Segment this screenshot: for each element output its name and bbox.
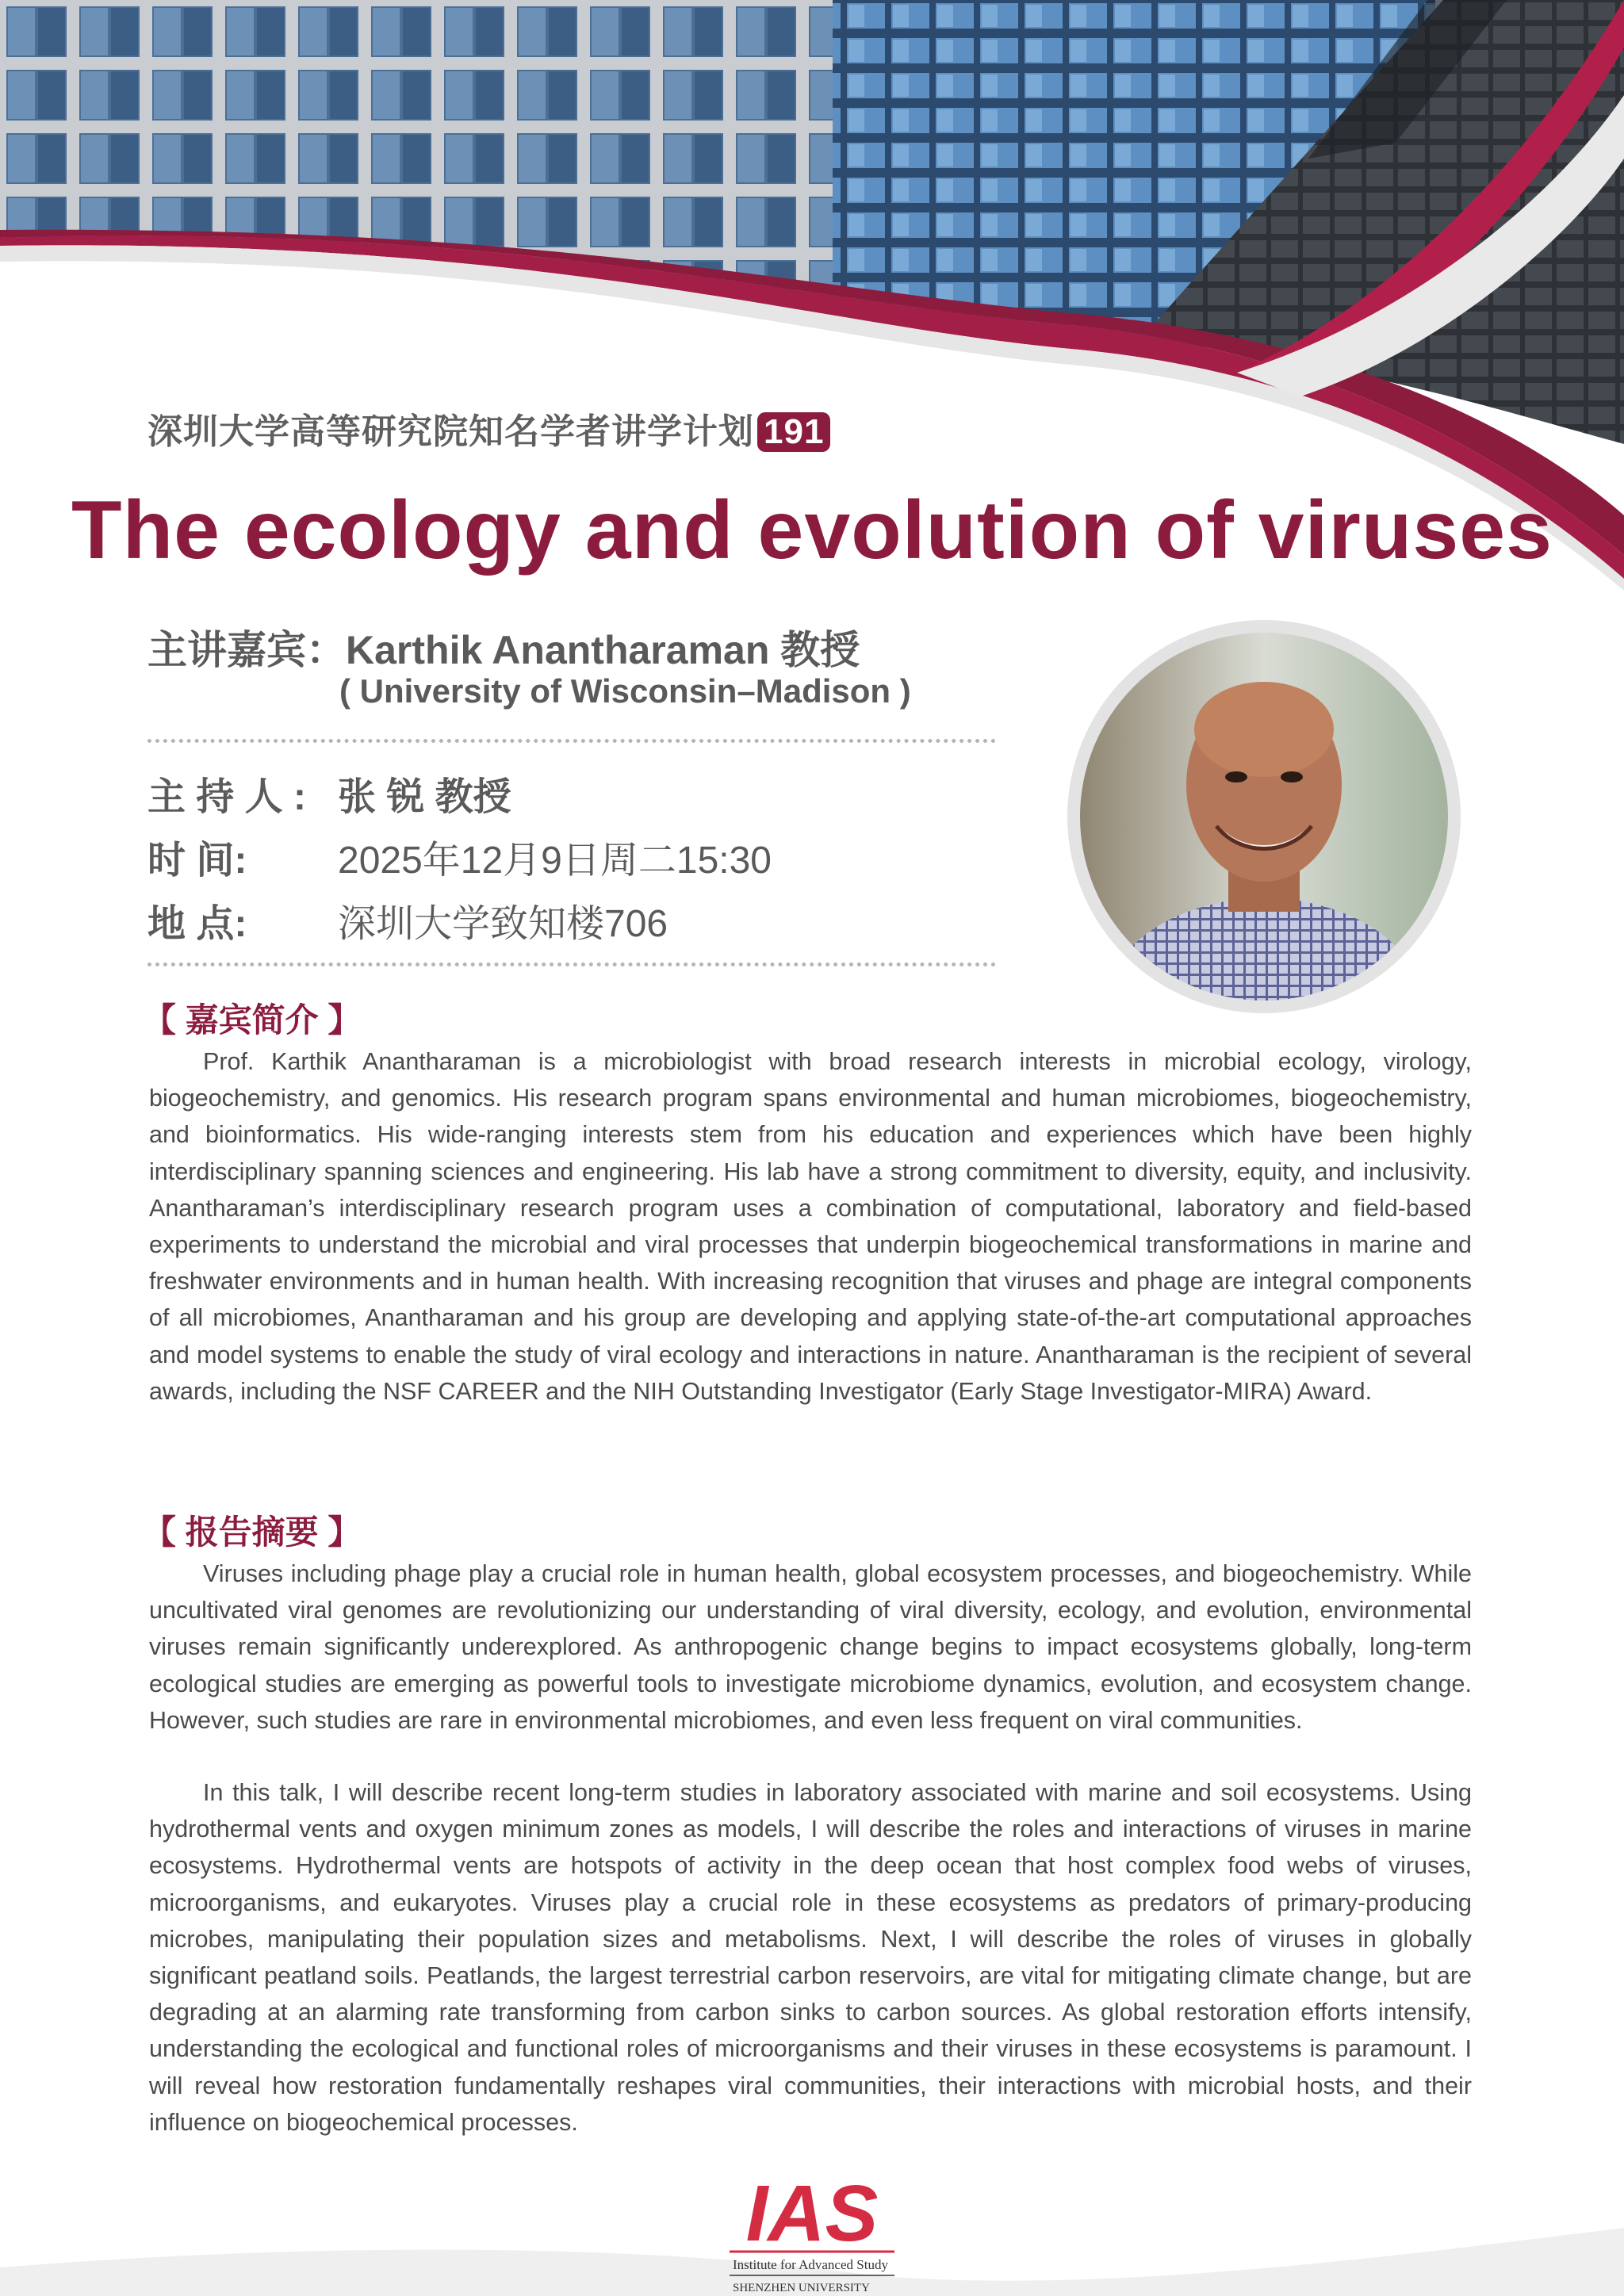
venue-value: 深圳大学致知楼706 <box>338 903 668 945</box>
time-row <box>147 829 772 884</box>
series-title-text: 深圳大学高等研究院知名学者讲学计划 <box>147 412 754 451</box>
venue-label: 地 点: <box>147 903 247 945</box>
bio-text: Prof. Karthik Anantharaman is a microbiologist with broad research interests in microbial ecology, virology, biogeochemistry, and genomics. His research program spans environmental and human microbiomes, biogeochemistry, and bioinformatics. His wide-ranging interests stem from his education and experiences which have been highly interdisciplinary spanning sciences and engineering. His lab have a strong commitment to diversity, equity, and inclusivity. Anantharaman’s interdisciplinary research program uses a combination of computational, laboratory and field-based experiments to understand the microbial and viral processes that underpin biogeochemical transformations in marine and freshwater environments and in human health. With increasing recognition that viruses and phage are integral components of all microbiomes, Anantharaman and his group are developing and applying state-of-the-art computational approaches and model systems to enable the study of viral ecology and interactions in nature. Anantharaman is the recipient of several awards, including the NSF CAREER and the NIH Outstanding Investigator (Early Stage Investigator-MIRA) Award. <box>149 1048 1472 1405</box>
speaker-label: 主讲嘉宾： <box>147 628 346 672</box>
divider-bottom <box>147 962 996 966</box>
venue-row <box>147 893 668 947</box>
series-number-badge: 191 <box>757 412 830 452</box>
speaker-portrait <box>1066 618 1462 1015</box>
lecture-series-title <box>147 403 830 453</box>
divider-top <box>147 739 996 743</box>
abstract-paragraph-2: In this talk, I will describe recent long-term studies in laboratory associated with marine and soil ecosystems. Using hydrothermal vents and oxygen minimum zones as models, I will describe the roles and interactions of viruses in marine ecosystems. Hydrothermal vents are hotspots of activity in the deep ocean that host complex food webs of viruses, microorganisms, and eukaryotes. Viruses play a crucial role in these ecosystems as predators of primary-producing microbes, manipulating their population sizes and metabolisms. Next, I will describe the roles of viruses in globally significant peatland soils. Peatlands, the largest terrestrial carbon reservoirs, are vital for mitigating climate change, but are degrading at an alarming rate transforming from carbon sinks to carbon sources. As global restoration efforts intensify, understanding the ecological and functional roles of microorganisms and their viruses in these ecosystems is paramount. I will reveal how restoration fundamentally reshapes viral communities, their interactions with microbial hosts, and their influence on biogeochemical processes. <box>149 1779 1472 2136</box>
speaker-affiliation: ( University of Wisconsin–Madison ) <box>339 672 911 710</box>
logo-line-2: SHENZHEN UNIVERSITY <box>733 2282 870 2294</box>
time-value: 2025年12月9日周二15:30 <box>338 840 772 882</box>
time-label: 时 间: <box>147 840 247 882</box>
host-row <box>147 766 511 821</box>
speaker-line <box>147 618 860 675</box>
host-value: 张 锐 教授 <box>338 776 511 818</box>
logo-line-1: Institute for Advanced Study <box>733 2257 888 2272</box>
host-label: 主 持 人 : <box>147 776 306 818</box>
lecture-title: The ecology and evolution of viruses <box>71 484 1553 576</box>
speaker-name: Karthik Anantharaman 教授 <box>346 628 860 672</box>
bio-heading: 【 嘉宾简介 】 <box>143 1001 362 1039</box>
logo-mark: IAS <box>745 2171 879 2258</box>
abstract-paragraph-1: Viruses including phage play a crucial role in human health, global ecosystem processes, and biogeochemistry. While uncultivated viral genomes are revolutionizing our understanding of viral diversity, ecology, and evolution, environmental viruses remain significantly underexplored. As anthropogenic change begins to impact ecosystems globally, long-term ecological studies are emerging as powerful tools to investigate microbiome dynamics, evolution, and ecosystem change. However, such studies are rare in environmental microbiomes, and even less frequent on viral communities. <box>149 1560 1472 1734</box>
ias-logo <box>723 2171 901 2296</box>
abstract-heading: 【 报告摘要 】 <box>143 1513 362 1551</box>
